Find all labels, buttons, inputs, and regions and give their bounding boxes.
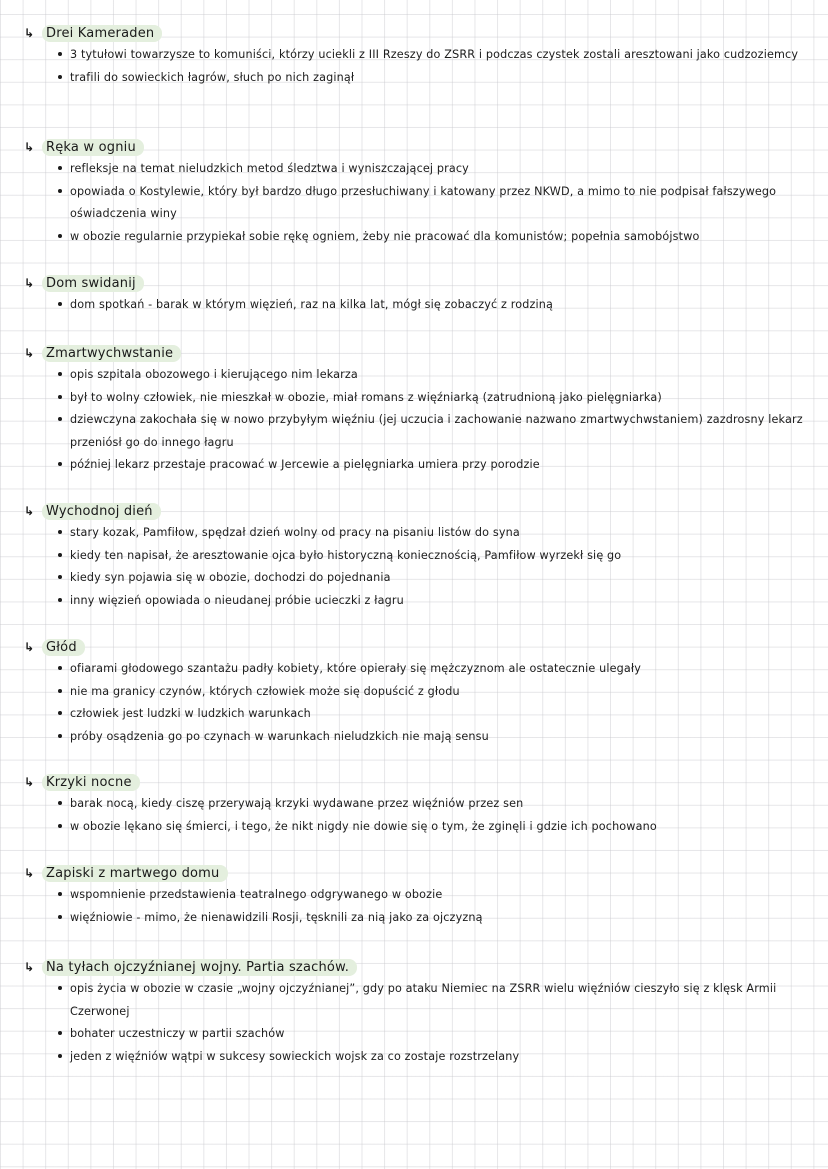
bullet-icon — [58, 824, 62, 828]
section-dom-swidanij — [24, 272, 808, 317]
list-item-text: opis szpitala obozowego i kierującego nim lekarza — [70, 368, 358, 381]
bullet-list — [24, 793, 808, 838]
section-drei-kameraden — [24, 22, 808, 89]
list-item-text: był to wolny człowiek, nie mieszkał w obozie, miał romans z więźniarką (zatrudnioną jako pielęgniarka) — [70, 390, 662, 404]
list-item — [58, 67, 808, 90]
list-item-text: opis życia w obozie w czasie „wojny ojczyźnianej”, gdy po ataku Niemiec na ZSRR wielu więźniów cieszyło się z klęsk Armii Czerwonej — [70, 982, 777, 1018]
list-item-text: barak nocą, kiedy ciszę przerywają krzyki wydawane przez więźniów przez sen — [70, 797, 524, 810]
arrow-right-icon: ↳ — [24, 346, 35, 360]
list-item-text: trafili do sowieckich łagrów, słuch po nich zaginął — [70, 70, 355, 84]
list-item-text: człowiek jest ludzki w ludzkich warunkach — [70, 707, 311, 721]
list-item-text: w obozie regularnie przypiekał sobie rękę ogniem, żeby nie pracować dla komunistów; popełnia samobójstwo — [70, 229, 700, 243]
list-item-text: wspomnienie przedstawienia teatralnego odgrywanego w obozie — [70, 888, 443, 901]
list-item-text: kiedy ten napisał, że aresztowanie ojca było historyczną koniecznością, Pamfiłow wyrzekł się go — [70, 548, 622, 562]
list-item-text: później lekarz przestaje pracować w Jercewie a pielęgniarka umiera przy porodzie — [70, 458, 540, 472]
list-item — [58, 545, 808, 568]
bullet-icon — [58, 234, 62, 238]
bullet-icon — [58, 189, 62, 193]
list-item — [58, 158, 808, 181]
arrow-right-icon: ↳ — [24, 866, 35, 880]
bullet-icon — [58, 166, 62, 170]
bullet-icon — [58, 1031, 62, 1035]
list-item-text: ofiarami głodowego szantażu padły kobiety, które opierały się mężczyznom ale ostatecznie ulegały — [70, 662, 642, 675]
section-glod — [24, 636, 808, 748]
section-heading-row — [24, 956, 808, 978]
section-heading-row — [24, 22, 808, 44]
bullet-icon — [58, 986, 62, 990]
bullet-icon — [58, 462, 62, 466]
list-item — [58, 409, 808, 454]
list-item-text: jeden z więźniów wątpi w sukcesy sowieckich wojsk za co zostaje rozstrzelany — [70, 1049, 520, 1063]
list-item — [58, 816, 808, 839]
section-heading: Krzyki nocne — [42, 774, 140, 791]
bullet-icon — [58, 598, 62, 602]
list-item-text: nie ma granicy czynów, których człowiek może się dopuścić z głodu — [70, 684, 460, 698]
bullet-icon — [58, 801, 62, 805]
bullet-list — [24, 294, 808, 317]
list-item — [58, 907, 808, 930]
bullet-icon — [58, 915, 62, 919]
list-item-text: stary kozak, Pamfiłow, spędzał dzień wolny od pracy na pisaniu listów do syna — [70, 526, 520, 539]
arrow-right-icon: ↳ — [24, 960, 35, 974]
list-item-text: dziewczyna zakochała się w nowo przybyłym więźniu (jej uczucia i zachowanie nazwano zmartwychwstaniem) zazdrosny lekarz przeniósł go do innego łagru — [70, 413, 803, 449]
section-heading: Dom swidanij — [42, 275, 144, 292]
section-heading: Wychodnoj dień — [42, 503, 161, 520]
bullet-list — [24, 884, 808, 929]
list-item — [58, 1046, 808, 1069]
list-item — [58, 1023, 808, 1046]
list-item — [58, 226, 808, 249]
list-item — [58, 978, 808, 1023]
arrow-right-icon: ↳ — [24, 640, 35, 654]
bullet-icon — [58, 530, 62, 534]
section-na-tylach-wojny — [24, 956, 808, 1068]
section-heading: Drei Kameraden — [42, 25, 162, 42]
bullet-icon — [58, 553, 62, 557]
list-item — [58, 387, 808, 410]
bullet-icon — [58, 302, 62, 306]
section-wychodnoj-dzien — [24, 500, 808, 612]
bullet-list — [24, 158, 808, 248]
list-item-text: refleksje na temat nieludzkich metod śledztwa i wyniszczającej pracy — [70, 162, 469, 175]
bullet-icon — [58, 395, 62, 399]
bullet-icon — [58, 417, 62, 421]
bullet-icon — [58, 575, 62, 579]
bullet-icon — [58, 892, 62, 896]
bullet-icon — [58, 734, 62, 738]
list-item — [58, 726, 808, 749]
bullet-icon — [58, 666, 62, 670]
section-heading-row — [24, 136, 808, 158]
arrow-right-icon: ↳ — [24, 26, 35, 40]
bullet-list — [24, 658, 808, 748]
section-heading: Zapiski z martwego domu — [42, 865, 228, 882]
section-reka-w-ogniu — [24, 136, 808, 248]
list-item — [58, 658, 808, 681]
list-item — [58, 703, 808, 726]
section-heading-row — [24, 636, 808, 658]
section-zmartwychwstanie — [24, 342, 808, 477]
list-item — [58, 181, 808, 226]
section-heading-row — [24, 771, 808, 793]
list-item-text: inny więzień opowiada o nieudanej próbie ucieczki z łagru — [70, 593, 404, 607]
section-krzyki-nocne — [24, 771, 808, 838]
list-item-text: opowiada o Kostylewie, który był bardzo długo przesłuchiwany i katowany przez NKWD, a mimo to nie podpisał fałszywego oświadczenia winy — [70, 184, 777, 221]
bullet-list — [24, 978, 808, 1068]
list-item-text: próby osądzenia go po czynach w warunkach nieludzkich nie mają sensu — [70, 729, 489, 743]
list-item — [58, 793, 808, 816]
list-item — [58, 294, 808, 317]
bullet-icon — [58, 689, 62, 693]
list-item — [58, 681, 808, 704]
bullet-icon — [58, 52, 62, 56]
list-item-text: bohater uczestniczy w partii szachów — [70, 1027, 285, 1041]
section-heading: Głód — [42, 639, 85, 656]
bullet-icon — [58, 711, 62, 715]
list-item-text: więźniowie - mimo, że nienawidzili Rosji, tęsknili za nią jako za ojczyzną — [70, 910, 483, 924]
section-heading-row — [24, 272, 808, 294]
section-heading-row — [24, 862, 808, 884]
list-item — [58, 364, 808, 387]
section-heading-row — [24, 342, 808, 364]
bullet-icon — [58, 372, 62, 376]
list-item — [58, 454, 808, 477]
arrow-right-icon: ↳ — [24, 276, 35, 290]
section-heading-row — [24, 500, 808, 522]
list-item — [58, 567, 808, 590]
list-item-text: 3 tytułowi towarzysze to komuniści, którzy uciekli z III Rzeszy do ZSRR i podczas czystek zostali aresztowani jako cudzoziemcy — [70, 48, 799, 61]
list-item — [58, 884, 808, 907]
arrow-right-icon: ↳ — [24, 504, 35, 518]
arrow-right-icon: ↳ — [24, 140, 35, 154]
list-item — [58, 522, 808, 545]
bullet-list — [24, 364, 808, 477]
section-heading: Zmartwychwstanie — [42, 345, 181, 362]
list-item-text: kiedy syn pojawia się w obozie, dochodzi do pojednania — [70, 571, 391, 585]
list-item-text: dom spotkań - barak w którym więzień, raz na kilka lat, mógł się zobaczyć z rodziną — [70, 298, 554, 311]
section-heading: Na tyłach ojczyźnianej wojny. Partia szachów. — [42, 959, 357, 976]
list-item-text: w obozie lękano się śmierci, i tego, że nikt nigdy nie dowie się o tym, że zginęli i gdzie ich pochowano — [70, 819, 657, 833]
bullet-icon — [58, 75, 62, 79]
list-item — [58, 590, 808, 613]
arrow-right-icon: ↳ — [24, 775, 35, 789]
bullet-icon — [58, 1054, 62, 1058]
section-zapiski-z-martwego-domu — [24, 862, 808, 929]
section-heading: Ręka w ogniu — [42, 139, 144, 156]
bullet-list — [24, 44, 808, 89]
bullet-list — [24, 522, 808, 612]
list-item — [58, 44, 808, 67]
